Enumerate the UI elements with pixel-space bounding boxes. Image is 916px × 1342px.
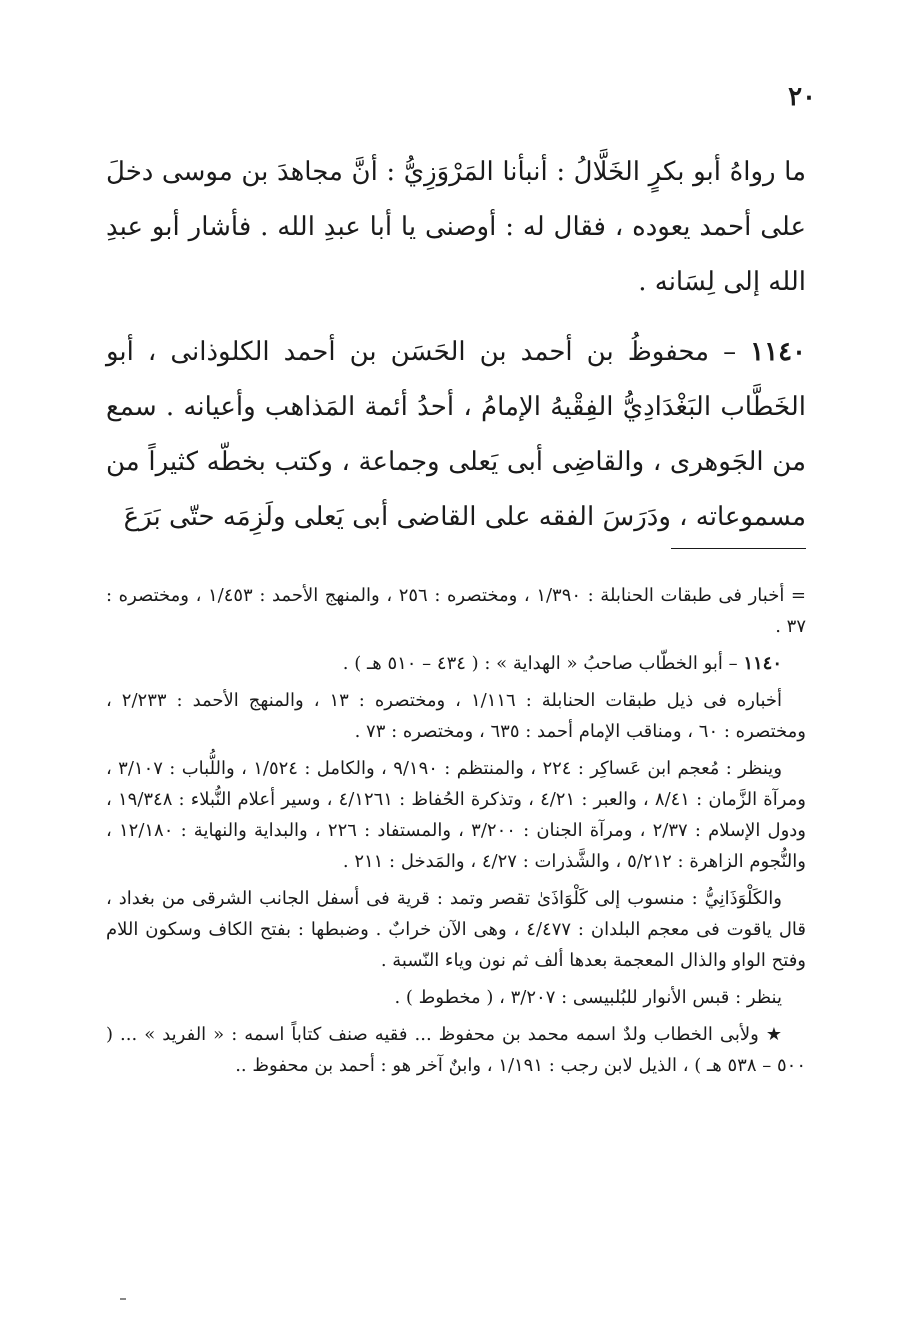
footnote-manuscript: ينظر : قبس الأنوار للبُلبيسى : ٣/٢٠٧ ، ( مخطوط ) . bbox=[394, 987, 782, 1008]
footnote-entry-heading bbox=[106, 648, 806, 679]
footnote-references: وينظر : مُعجم ابن عَساكِر : ٢٢٤ ، والمنتظم : ٩/١٩٠ ، والكامل : ١/٥٢٤ ، واللُّباب : ٣/١٠٧ ، ومرآة الزَّمان : ٨/٤١ ، والعبر : ٤/٢١ ، وتذكرة الحُفاظ : ٤/١٢٦١ ، وسير أعلام النُّبلاء : ١٩/٣٤٨ ، ودول الإسلام : ٢/٣٧ ، ومرآة الجنان : ٣/٢٠٠ ، والمستفاد : ٢٢٦ ، والبداية والنهاية : ١٢/١٨٠ ، والنُّجوم الزاهرة : ٥/٢١٢ ، والشَّذرات : ٤/٢٧ ، والمَدخل : ٢١١ . bbox=[106, 758, 806, 872]
footnote-divider bbox=[671, 548, 806, 549]
biography-entry bbox=[106, 325, 806, 545]
footnote-entry-number: ١١٤٠ bbox=[743, 653, 782, 674]
footnote-nisba: والكَلْوَذَانِيُّ : منسوب إلى كَلْوَاذَىٰ تقصر وتمد : قرية فى أسفل الجانب الشرقى من بغداد ، قال ياقوت فى معجم البلدان : ٤/٤٧٧ ، وهى الآن خرابٌ . وضبطها : بفتح الكاف وسكون اللام وفتح الواو والذال المعجمة بعدها ألف ثم نون وياء النّسبة . bbox=[106, 888, 806, 971]
scan-mark bbox=[120, 1298, 126, 1300]
main-text bbox=[106, 145, 806, 545]
page-number: ٢٠ bbox=[788, 82, 816, 112]
footnotes bbox=[106, 580, 806, 1087]
footnote-sources: أخباره فى ذيل طبقات الحنابلة : ١/١١٦ ، ومختصره : ١٣ ، والمنهج الأحمد : ٢/٢٣٣ ، ومختصره : ٦٠ ، ومناقب الإمام أحمد : ٦٣٥ ، ومختصره : ٧٣ . bbox=[106, 690, 806, 742]
footnote-continuation: = أخبار فى طبقات الحنابلة : ١/٣٩٠ ، ومختصره : ٢٥٦ ، والمنهج الأحمد : ١/٤٥٣ ، ومختصره : ٣٧ . bbox=[106, 585, 806, 637]
entry-text: – محفوظُ بن أحمد بن الحَسَن بن أحمد الكلوذانى ، أبو الخَطَّاب البَغْدَادِيُّ الفِقْيهُ الإمامُ ، أحدُ أئمة المَذاهب وأعيانه . سمع من الجَوهرى ، والقاضِى أبى يَعلى وجماعة ، وكتب بخطّه كثيراً من مسموعاته ، ودَرَسَ الفقه على القاضى أبى يَعلى ولَزِمَه حتّى بَرَعَ bbox=[106, 337, 806, 532]
footnote-star-note: ★ ولأبى الخطاب ولدٌ اسمه محمد بن محفوظ ... فقيه صنف كتاباً اسمه : « الفريد » ... ( ٥٠٠ – ٥٣٨ هـ ) ، الذيل لابن رجب : ١/١٩١ ، وابنٌ آخر هو : أحمد بن محفوظ .. bbox=[106, 1024, 806, 1076]
footnote-entry-title: – أبو الخطّاب صاحبُ « الهداية » : ( ٤٣٤ – ٥١٠ هـ ) . bbox=[342, 653, 744, 674]
main-paragraph: ما رواهُ أبو بكرٍ الخَلَّالُ : أنبأنا المَرْوَزِيُّ : أنَّ مجاهدَ بن موسى دخلَ على أحمد يعوده ، فقال له : أوصنى يا أبا عبدِ الله . فأشار أبو عبدِ الله إلى لِسَانه . bbox=[106, 157, 806, 297]
entry-number: ١١٤٠ bbox=[750, 337, 806, 367]
